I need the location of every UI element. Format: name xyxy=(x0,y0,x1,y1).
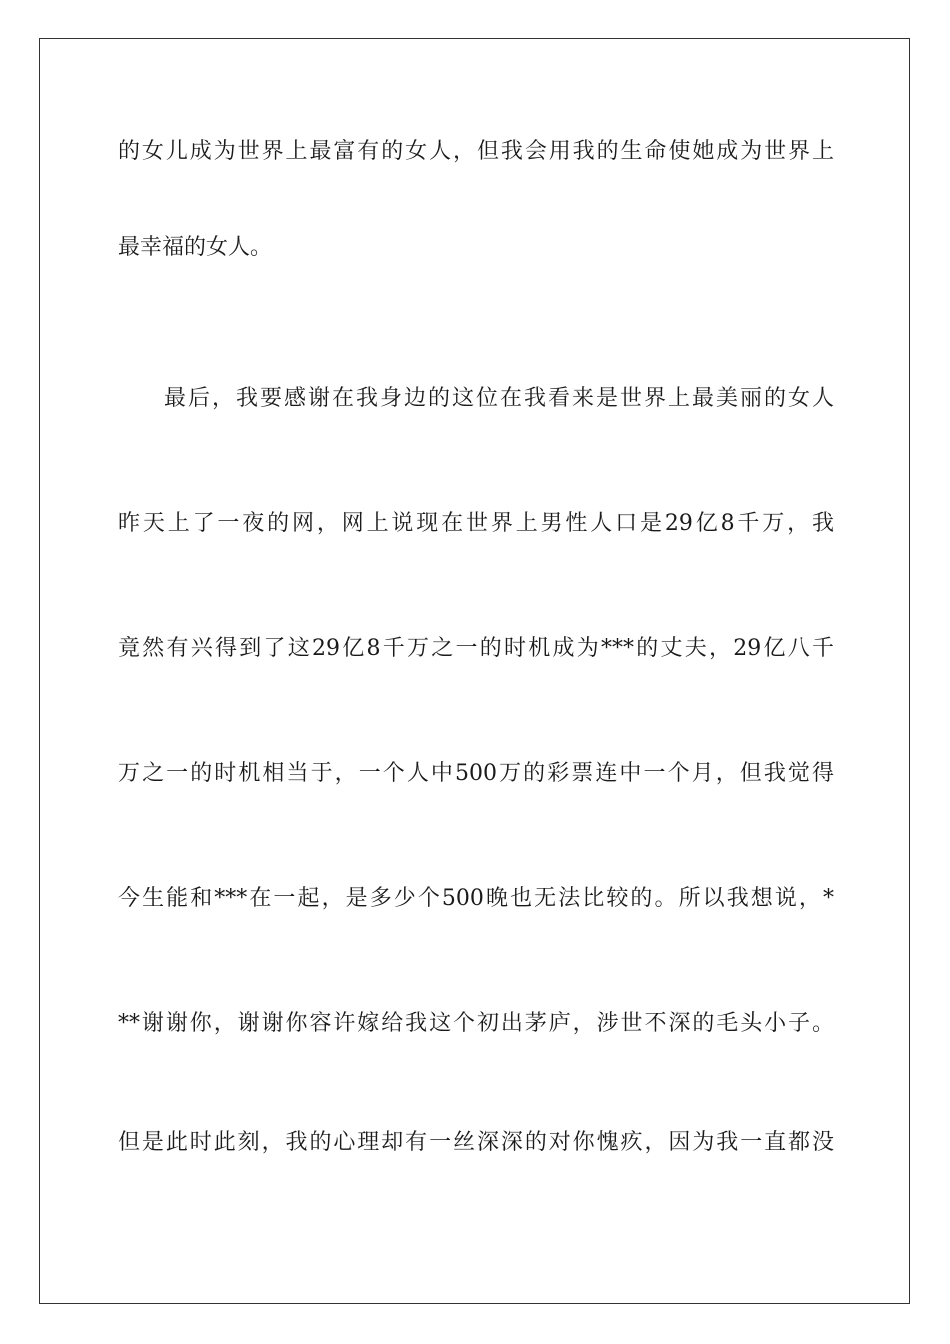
page-border xyxy=(39,38,910,1304)
text-line-8: **谢谢你，谢谢你容许嫁给我这个初出茅庐，涉世不深的毛头小子。 xyxy=(118,1011,834,1036)
text-line-4: 昨天上了一夜的网，网上说现在世界上男性人口是29亿8千万，我 xyxy=(118,511,834,536)
text-line-5: 竟然有兴得到了这29亿8千万之一的时机成为***的丈夫，29亿八千 xyxy=(118,636,834,661)
text-line-3: 最后，我要感谢在我身边的这位在我看来是世界上最美丽的女人 xyxy=(164,386,834,411)
text-line-6: 万之一的时机相当于，一个人中500万的彩票连中一个月，但我觉得 xyxy=(118,761,834,786)
text-line-9: 但是此时此刻，我的心理却有一丝深深的对你愧疚，因为我一直都没 xyxy=(118,1130,834,1155)
text-line-2: 最幸福的女人。 xyxy=(118,235,273,260)
text-line-1: 的女儿成为世界上最富有的女人，但我会用我的生命使她成为世界上 xyxy=(118,139,834,164)
text-line-7: 今生能和***在一起，是多少个500晚也无法比较的。所以我想说，* xyxy=(118,886,834,911)
